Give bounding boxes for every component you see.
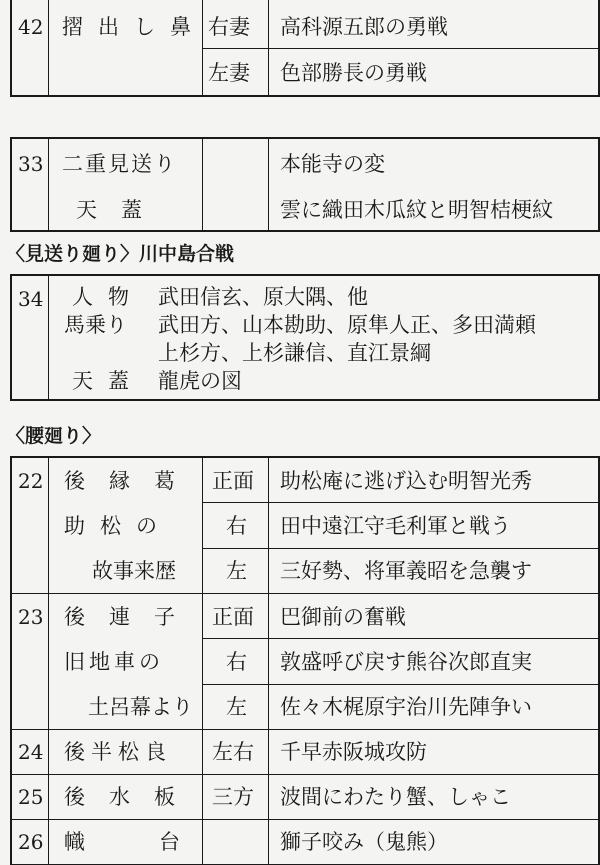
item-name: 後連子 <box>64 605 199 629</box>
item-name: 二重見送り <box>62 152 177 176</box>
entry-number: 34 <box>18 287 44 311</box>
section-heading-miokuri: 〈見送り廻り〉川中島合戦 <box>6 243 235 265</box>
subject-text: 三好勢、将軍義昭を急襲す <box>280 559 532 583</box>
line-label: 天蓋 <box>72 369 144 393</box>
subject-text: 波間にわたり蟹、しゃこ <box>280 785 511 809</box>
position-label: 正面 <box>212 605 254 629</box>
item-name: 天蓋 <box>76 198 166 222</box>
subject-text: 田中遠江守毛利軍と戦う <box>280 514 511 538</box>
item-name: 後半松良 <box>64 740 172 764</box>
position-label: 左 <box>226 559 247 583</box>
table-42 <box>10 0 600 97</box>
subject-text: 本能寺の変 <box>280 152 385 176</box>
table-34 <box>10 274 600 401</box>
entry-number: 24 <box>18 740 44 764</box>
position-label: 正面 <box>212 469 254 493</box>
subject-text: 佐々木梶原宇治川先陣争い <box>280 695 532 719</box>
subject-text: 敦盛呼び戻す熊谷次郎直実 <box>280 650 532 674</box>
item-name: 旧地車の <box>64 650 164 674</box>
position-label: 左妻 <box>208 61 250 85</box>
entry-number: 25 <box>18 785 44 809</box>
subject-text: 色部勝長の勇戦 <box>280 61 427 85</box>
item-name: 幟台 <box>64 830 254 854</box>
item-name: 後縁葛 <box>64 469 199 493</box>
entry-number: 22 <box>18 469 44 493</box>
subject-text: 巴御前の奮戦 <box>280 605 406 629</box>
position-label: 右 <box>226 514 247 538</box>
line-text: 武田信玄、原大隅、他 <box>158 285 368 309</box>
line-label: 馬乗り <box>64 313 127 337</box>
subject-text: 雲に織田木瓜紋と明智桔梗紋 <box>280 198 553 222</box>
position-label: 三方 <box>212 785 254 809</box>
entry-number: 42 <box>18 15 44 39</box>
subject-text: 高科源五郎の勇戦 <box>280 15 448 39</box>
entry-number: 26 <box>18 830 44 854</box>
position-label: 右妻 <box>208 15 250 39</box>
subject-text: 獅子咬み（鬼熊） <box>280 830 448 854</box>
entry-number: 33 <box>18 152 44 176</box>
line-text: 上杉方、上杉謙信、直江景綱 <box>158 341 431 365</box>
item-name: 助松の <box>64 514 172 538</box>
line-text: 武田方、山本勘助、原隼人正、多田満頼 <box>158 313 536 337</box>
line-label: 人物 <box>72 285 144 309</box>
section-heading-koshi: 〈腰廻り〉 <box>6 425 102 447</box>
position-label: 左 <box>226 695 247 719</box>
entry-number: 23 <box>18 605 44 629</box>
item-name: 土呂幕より <box>88 695 193 719</box>
line-text: 龍虎の図 <box>158 369 242 393</box>
position-label: 左右 <box>212 740 254 764</box>
table-33 <box>10 137 600 232</box>
item-name: 後水板 <box>64 785 199 809</box>
item-name: 摺出し鼻 <box>62 15 206 39</box>
table-koshi <box>10 456 600 865</box>
subject-text: 助松庵に逃げ込む明智光秀 <box>280 469 532 493</box>
item-name: 故事来歴 <box>92 559 176 583</box>
position-label: 右 <box>226 650 247 674</box>
subject-text: 千早赤阪城攻防 <box>280 740 427 764</box>
